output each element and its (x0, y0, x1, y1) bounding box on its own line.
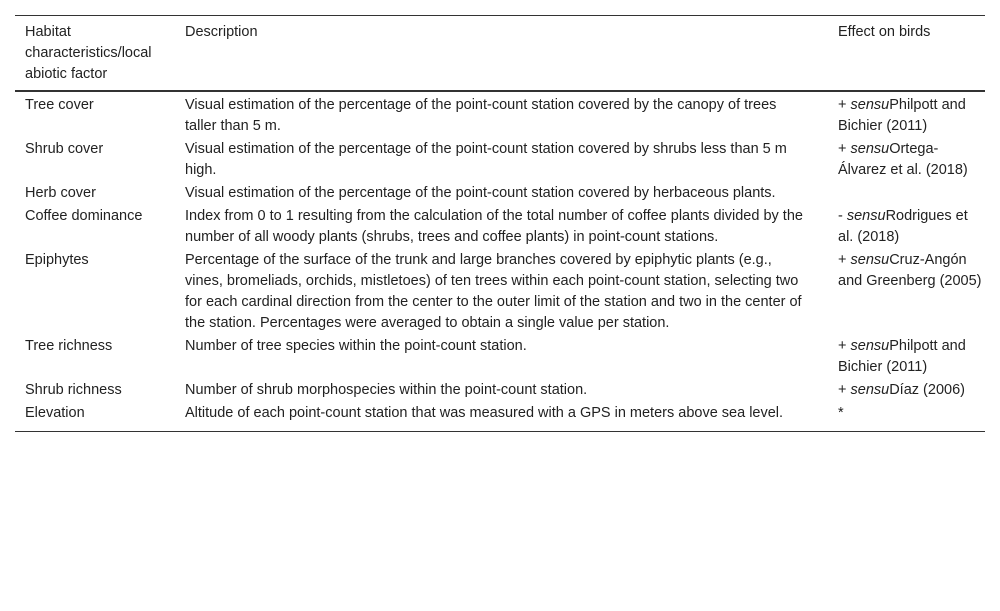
table-row (15, 205, 985, 249)
description-cell: Altitude of each point-count station that was measured with a GPS in meters above sea level. (185, 405, 784, 421)
factor-cell: Coffee dominance (25, 208, 143, 224)
table-header-row (15, 16, 985, 90)
factor-cell: Epiphytes (25, 252, 89, 268)
effect-cell (828, 380, 985, 401)
table-row (15, 335, 985, 379)
effect-sign: - (838, 208, 847, 224)
effect-sign: * (838, 405, 844, 421)
factor-cell: Shrub cover (25, 141, 104, 157)
table-row (15, 249, 985, 335)
table-row (15, 182, 985, 205)
table-row (15, 138, 985, 182)
table-row (15, 92, 985, 138)
effect-sensu: sensu (850, 338, 890, 354)
description-cell: Number of tree species within the point-count station. (185, 338, 527, 354)
effect-sensu: sensu (850, 382, 890, 398)
effect-reference: Philpott and Bichier (2011) (838, 338, 966, 375)
effect-reference: Ortega-Álvarez et al. (2018) (838, 141, 968, 178)
factor-cell: Shrub richness (25, 382, 122, 398)
effect-reference: Cruz-Angón and Greenberg (2005) (838, 252, 982, 289)
effect-cell (828, 183, 985, 204)
table-bottom-rule (15, 431, 985, 432)
effect-reference: Rodrigues et al. (2018) (838, 208, 968, 245)
effect-reference: Díaz (2006) (889, 382, 965, 398)
effect-cell (828, 403, 985, 424)
description-cell: Visual estimation of the percentage of the point-count station covered by shrubs less than 5 m high. (185, 141, 787, 178)
header-effect: Effect on birds (838, 24, 931, 40)
factor-cell: Tree richness (25, 338, 113, 354)
effect-sign: + (838, 338, 851, 354)
effect-sign: + (838, 382, 851, 398)
effect-sensu: sensu (850, 141, 890, 157)
header-factor: Habitat characteristics/local abiotic factor (25, 24, 152, 82)
description-cell: Visual estimation of the percentage of the point-count station covered by the canopy of trees taller than 5 m. (185, 97, 777, 134)
header-description: Description (185, 24, 258, 40)
effect-reference: Philpott and Bichier (2011) (838, 97, 966, 134)
effect-sensu: sensu (846, 208, 886, 224)
effect-cell (828, 250, 985, 334)
effect-sign: + (838, 97, 851, 113)
description-cell: Index from 0 to 1 resulting from the calculation of the total number of coffee plants divided by the number of all woody plants (shrubs, trees and coffee plants) in point-count stations. (185, 208, 803, 245)
effect-sensu: sensu (850, 252, 890, 268)
description-cell: Visual estimation of the percentage of the point-count station covered by herbaceous plants. (185, 185, 776, 201)
factor-cell: Tree cover (25, 97, 94, 113)
effect-sensu: sensu (850, 97, 890, 113)
description-cell: Percentage of the surface of the trunk and large branches covered by epiphytic plants (e.g., vines, bromeliads, orchids, mistletoes) of ten trees within each point-count station, selecting two for each cardinal direction from the center to the outer limit of the station and two in the center of the station. Percentages were averaged to obtain a single value per station. (185, 252, 802, 331)
table-row (15, 379, 985, 402)
effect-sign: + (838, 252, 851, 268)
habitat-table (15, 15, 985, 432)
effect-sign: + (838, 141, 851, 157)
effect-cell (828, 206, 985, 248)
effect-cell (828, 139, 985, 181)
effect-cell (828, 336, 985, 378)
description-cell: Number of shrub morphospecies within the point-count station. (185, 382, 588, 398)
factor-cell: Elevation (25, 405, 85, 421)
table-row (15, 402, 985, 425)
factor-cell: Herb cover (25, 185, 96, 201)
effect-cell (828, 95, 985, 137)
